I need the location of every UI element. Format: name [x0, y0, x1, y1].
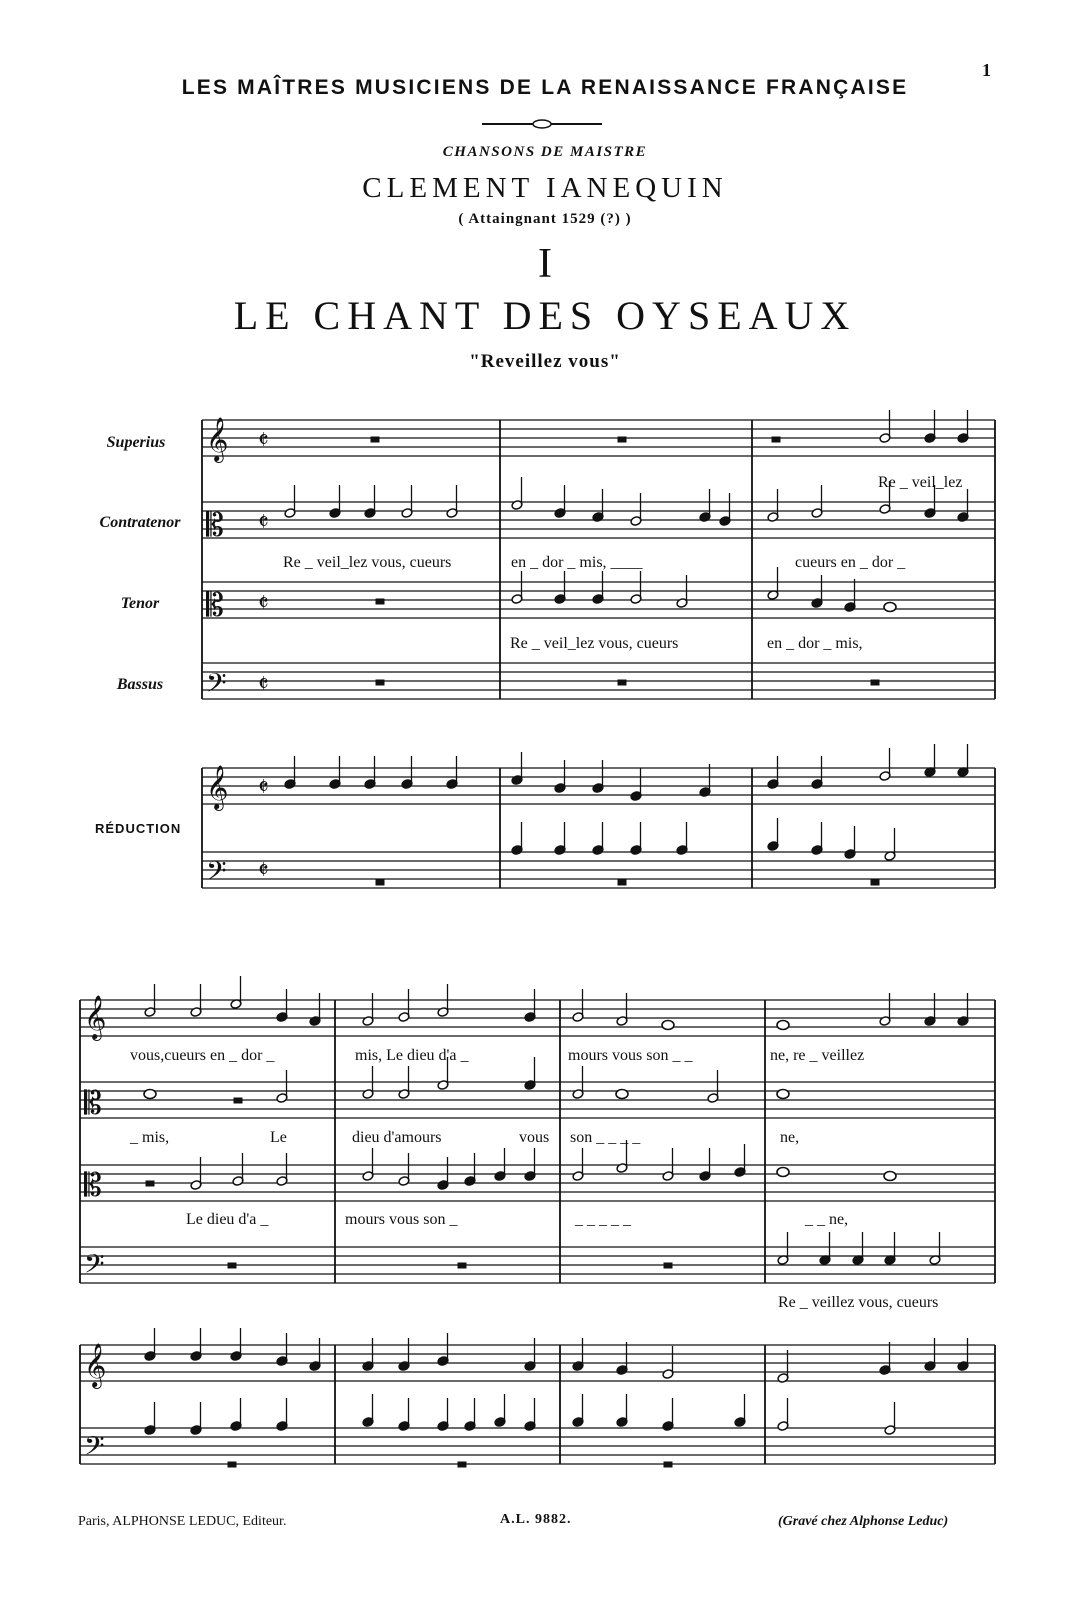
note — [844, 579, 856, 612]
lyric-tenor-s2-m1: Le dieu d'a _ — [186, 1211, 269, 1228]
note — [616, 1394, 628, 1427]
publisher-credit: Paris, ALPHONSE LEDUC, Editeur. — [78, 1514, 287, 1529]
note — [524, 989, 536, 1022]
note — [630, 571, 642, 604]
cut-time-sign: 𝄵 — [258, 589, 269, 617]
reduction-label: RÉDUCTION — [95, 821, 182, 836]
note — [630, 822, 642, 855]
treble-clef: 𝄞 — [206, 417, 229, 461]
note — [929, 1232, 941, 1265]
treble-clef: 𝄞 — [84, 1343, 107, 1387]
voice-label-superius: Superius — [106, 434, 166, 451]
bass-clef: 𝄢 — [206, 855, 227, 893]
note — [811, 756, 823, 789]
note — [616, 1342, 628, 1375]
cut-time-sign: 𝄵 — [258, 670, 269, 698]
note — [777, 1232, 789, 1265]
lyric-ct-s1-m1: Re _ veil_lez vous, cueurs — [283, 554, 452, 571]
note — [676, 822, 688, 855]
bass-clef: 𝄢 — [84, 1248, 105, 1286]
rest — [618, 680, 626, 685]
cut-time-sign: 𝄵 — [258, 508, 269, 536]
note — [662, 1398, 674, 1431]
treble-clef: 𝄞 — [206, 765, 229, 809]
lyric-ct-s2-c: dieu d'amours — [352, 1129, 442, 1146]
rest — [371, 437, 379, 442]
note — [879, 410, 891, 443]
rest — [146, 1181, 154, 1186]
note — [616, 1090, 628, 1099]
note — [957, 744, 969, 777]
note — [592, 571, 604, 604]
note — [329, 756, 341, 789]
lyric-tenor-s2-m4: _ _ ne, — [805, 1211, 849, 1228]
note — [401, 756, 413, 789]
staff-s2-3 — [80, 1165, 995, 1201]
lyric-ct-s2-f: ne, — [780, 1129, 800, 1146]
rest — [871, 880, 879, 885]
page-number: 1 — [982, 60, 991, 80]
note — [884, 1172, 896, 1181]
note — [777, 1398, 789, 1431]
note — [777, 1021, 789, 1030]
series-title: LES MAÎTRES MUSICIENS DE LA RENAISSANCE FRANÇAISE — [181, 76, 909, 99]
voice-label-tenor: Tenor — [120, 595, 160, 612]
note — [437, 1333, 449, 1366]
tenor-clef: 𝄡 — [84, 1166, 102, 1204]
note — [144, 1402, 156, 1435]
lyric-tenor-s2-m3: _ _ _ _ _ — [575, 1211, 631, 1228]
note — [767, 567, 779, 600]
note — [364, 756, 376, 789]
rest — [228, 1462, 236, 1467]
rest — [664, 1462, 672, 1467]
note — [777, 1090, 789, 1099]
note — [767, 818, 779, 851]
note — [957, 489, 969, 522]
voice-label-contratenor: Contratenor — [99, 514, 181, 531]
cut-time-sign: 𝄵 — [258, 426, 269, 454]
note — [699, 489, 711, 522]
note — [362, 1394, 374, 1427]
lyric-tenor-s1-m2: Re _ veil_lez vous, cueurs — [510, 635, 679, 652]
note — [699, 764, 711, 797]
note — [230, 1398, 242, 1431]
note — [398, 1153, 410, 1186]
lyric-sup-s1: Re _ veil_lez — [878, 474, 963, 491]
note — [852, 1232, 864, 1265]
lyric-sup-s2-m1: vous,cueurs en _ dor _ — [130, 1047, 275, 1064]
tenor-clef: 𝄡 — [206, 586, 224, 624]
lyric-tenor-s1-m3: en _ dor _ mis, — [767, 635, 863, 652]
staff-s2-4 — [80, 1247, 995, 1283]
rest — [871, 680, 879, 685]
note — [276, 989, 288, 1022]
staff-s1-1 — [202, 420, 995, 456]
rest — [664, 1263, 672, 1268]
note — [437, 1398, 449, 1431]
note — [524, 1057, 536, 1090]
rest — [228, 1263, 236, 1268]
plate-number: A.L. 9882. — [500, 1512, 572, 1527]
rest — [458, 1462, 466, 1467]
lyric-ct-s1-m2: en _ dor _ mis, ____ — [511, 554, 643, 571]
note — [190, 1402, 202, 1435]
lyric-ct-s2-a: _ mis, — [130, 1129, 170, 1146]
incipit: "Reveillez vous" — [469, 351, 621, 372]
note — [524, 1398, 536, 1431]
note — [767, 489, 779, 522]
lyric-ct-s1-m3: cueurs en _ dor _ — [795, 554, 906, 571]
collection-subtitle: CHANSONS DE MAISTRE — [442, 144, 648, 160]
bass-clef: 𝄢 — [206, 667, 227, 705]
note — [446, 756, 458, 789]
note — [592, 489, 604, 522]
note — [924, 410, 936, 443]
note — [734, 1394, 746, 1427]
note — [230, 976, 242, 1009]
note — [276, 1398, 288, 1431]
note — [464, 1153, 476, 1186]
staff-red2-treble — [80, 1345, 995, 1381]
staff-red2-bass — [80, 1428, 995, 1464]
piece-title: LE CHANT DES OYSEAUX — [233, 293, 857, 338]
note — [554, 571, 566, 604]
note — [811, 822, 823, 855]
note — [276, 1153, 288, 1186]
lyric-ct-s2-e: son _ _ _ _ — [570, 1129, 641, 1146]
note — [276, 1070, 288, 1103]
note — [884, 1402, 896, 1435]
engraver-credit: (Gravé chez Alphonse Leduc) — [778, 1514, 949, 1529]
note — [511, 477, 523, 510]
note — [767, 756, 779, 789]
note — [777, 1168, 789, 1177]
voice-label-bassus: Bassus — [116, 676, 164, 693]
note — [707, 1070, 719, 1103]
cut-time-sign: 𝄵 — [258, 773, 269, 801]
note — [777, 1350, 789, 1383]
note — [232, 1153, 244, 1186]
note — [662, 1021, 674, 1030]
lyric-ct-s2-d: vous — [519, 1129, 550, 1146]
staff-s2-2 — [80, 1082, 995, 1118]
note — [284, 756, 296, 789]
rest — [234, 1098, 242, 1103]
lyric-bassus-s2: Re _ veillez vous, cueurs — [778, 1294, 939, 1311]
rest — [618, 880, 626, 885]
rest — [376, 880, 384, 885]
source-note: ( Attaingnant 1529 (?) ) — [458, 211, 632, 227]
note — [879, 1342, 891, 1375]
note — [819, 1232, 831, 1265]
note — [464, 1398, 476, 1431]
piece-number: I — [538, 241, 552, 287]
alto-clef: 𝄡 — [84, 1084, 102, 1122]
note — [630, 493, 642, 526]
note — [398, 989, 410, 1022]
note — [572, 989, 584, 1022]
note — [144, 1090, 156, 1099]
rest — [376, 680, 384, 685]
rest — [618, 437, 626, 442]
note — [494, 1394, 506, 1427]
alto-clef: 𝄡 — [206, 506, 224, 544]
rest — [376, 599, 384, 604]
note — [719, 493, 731, 526]
note — [884, 828, 896, 861]
note — [511, 571, 523, 604]
note — [924, 744, 936, 777]
lyric-sup-s2-m4: ne, re _ veillez — [770, 1047, 865, 1064]
note — [398, 1398, 410, 1431]
note — [511, 822, 523, 855]
note — [572, 1394, 584, 1427]
lyric-tenor-s2-m2: mours vous son _ — [345, 1211, 458, 1228]
note — [957, 410, 969, 443]
note — [630, 768, 642, 801]
note — [879, 748, 891, 781]
note — [884, 603, 896, 612]
rest — [772, 437, 780, 442]
lyric-sup-s2-m2: mis, Le dieu d'a _ — [355, 1047, 469, 1064]
note — [844, 826, 856, 859]
note — [884, 1232, 896, 1265]
composer-name: CLEMENT IANEQUIN — [362, 172, 728, 204]
lyric-ct-s2-b: Le — [270, 1129, 287, 1146]
note — [592, 822, 604, 855]
note — [734, 1144, 746, 1177]
note — [276, 1333, 288, 1366]
staff-s2-1 — [80, 1000, 995, 1036]
cut-time-sign: 𝄵 — [258, 856, 269, 884]
note — [554, 822, 566, 855]
lyric-sup-s2-m3: mours vous son _ _ — [568, 1047, 693, 1064]
rest — [458, 1263, 466, 1268]
treble-clef: 𝄞 — [84, 995, 107, 1039]
bass-clef: 𝄢 — [84, 1430, 105, 1468]
